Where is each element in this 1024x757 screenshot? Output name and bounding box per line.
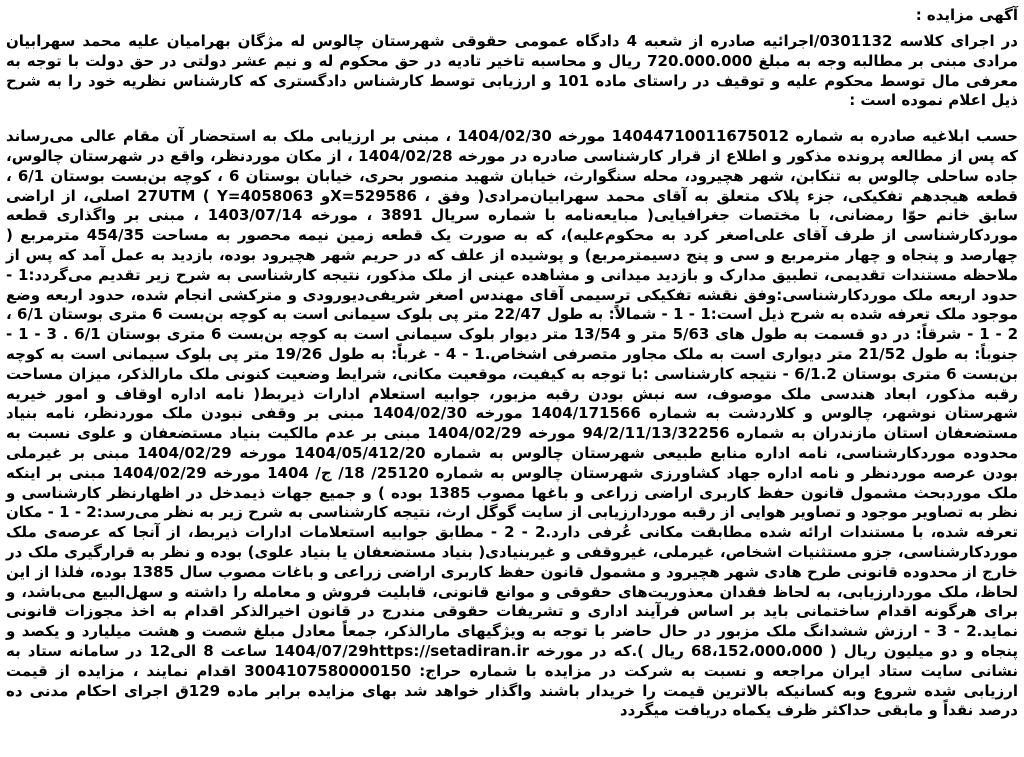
notice-title: آگهی مزایده : bbox=[915, 6, 1018, 24]
notice-intro-paragraph: در اجرای کلاسه 0301132/اجرائیه صادره از شعبه 4 دادگاه عمومی حقوقی شهرستان چالوس له مژگان بهرامیان علیه محمد سهرابیان مرادی مبنی بر مطالبه وجه به مبلغ 720.000.000 ریال و محاسبه تاخیر تادیه در حق محکوم له و نیم عشر دولتی در حق دولت با توجه به معرفی مال توسط محکوم علیه و توقیف در راستای ماده 101 و ارزیابی توسط کارشناس دادگستری که کارشناس نظریه خود را به شرح ذیل اعلام نموده است : bbox=[6, 32, 1019, 110]
notice-body-paragraph: حسب ابلاغیه صادره به شماره 14044710011675012 مورخه 1404/02/30 ، مبنی بر ارزیابی ملک به استحضار آن مقام عالی می‌رساند که پس از مطالعه پرونده مذکور و اطلاع از قرار کارشناسی صادره در مورخه 1404/02/28 ، از مکان موردنظر، واقع در شهرستان چالوس، جاده ساحلی چالوس به تنکابن، شهر هچیرود، محله سنگوارث، خیابان شهید منصور بحری، خیابان بوستان 6 ، کوچه بن‌بست بوستان 6/1 ، قطعه هیجدهم تفکیکی، جزء پلاک متعلق به آقای محمد سهرابیان‌مرادی( وفق ، X=529586و Y=4058063 ) 27UTM اصلی، از اراضی سابق خانم حوّا رمضانی، با مختصات جغرافیایی( مبایعه‌نامه با شماره سریال 3891 ، مورخه 1403/07/14 ، مبنی بر واگذاری قطعه موردکارشناسی از طرف آقای علی‌اصغر کرد به محکوم‌علیه)، که به صورت یک قطعه زمین نیمه محصور به مساحت 454/35 مترمربع ( چهارصد و پنجاه و چهار مترمربع و سی و پنج دسیمترمربع) و پوشیده از علف که در حریم شهر هچیرود بوده، بازدید به عمل آمد که پس از ملاحظه مستندات تقدیمی، تطبیق مدارک و بازدید میدانی و مشاهده عینی از ملک مذکور، نتیجه کارشناسی به شرح زیر تقدیم می‌گردد:1 - حدود اربعه ملک موردکارشناسی:وفق نقشه تفکیکی ترسیمی آقای مهندس اصغر شریفی‌دیورودی و مترکشی انجام شده، حدود اربعه وضع موجود ملک تعرفه شده به شرح ذیل است:1 - 1 - شمالاً: به طول 22/47 متر پی بلوک سیمانی است به کوچه بن‌بست 6 متری بوستان 6/1 ، 2 - 1 - شرقاً: در دو قسمت به طول های 5/63 متر و 13/54 متر دیوار بلوک سیمانی است به کوچه بن‌بست 6 متری بوستان 6/1 . 3 - 1 - جنوباً: به طول 21/52 متر دیواری است به ملک مجاور متصرفی اشخاص.1 - 4 - غرباً: به طول 19/26 متر پی بلوک سیمانی است به کوچه بن‌بست 6 متری بوستان 6/1.2 - نتیجه کارشناسی :با توجه به کیفیت، موقعیت مکانی، شرایط وضعیت کنونی ملک مارالذکر، میزان مساحت رقبه مذکور، ابعاد هندسی ملک موصوف، سه نبش بودن رقبه مزبور، جوابیه استعلام ادارات ذیربط( نامه اداره اوقاف و امور خیریه شهرستان نوشهر، چالوس و کلاردشت به شماره 1404/171566 مورخه 1404/02/30 مبنی بر وقفی نبودن ملک موردنظر، نامه بنیاد مستضعفان استان مازندران به شماره 94/2/11/13/32256 مورخه 1404/02/29 مبنی بر عدم مالکیت بنیاد مستضعفان و علوی نسبت به محدوده موردکارشناسی، نامه اداره منابع طبیعی شهرستان چالوس به شماره 1404/05/412/20 مورخه 1404/02/29 مبنی بر غیرملی بودن عرصه موردنظر و نامه اداره جهاد کشاورزی شهرستان چالوس به شماره 25120/ 18/ ج/ 1404 مورخه 1404/02/29 مبنی بر اینکه ملک موردبحث مشمول قانون حفظ کاربری اراضی زراعی و باغها مصوب 1385 بوده ) و جمیع جهات ذیمدخل در اظهارنظر کارشناسی و نظر به تصاویر موجود و تصاویر هوایی از رقبه موردارزیابی از سایت گوگل ارث، نتیجه کارشناسی به شرح زیر به نظر می‌رسد:2 - 1 - مکان تعرفه شده، با مستندات ارائه شده مطابقت مکانی عُرفی دارد.2 - 2 - مطابق جوابیه استعلامات ادارات ذیربط، از آنجا که عرصه‌ی ملک موردکارشناسی، جزو مستثنیات اشخاص، غیرملی، غیروقفی و غیربنیادی( بنیاد مستضعفان یا بنیاد علوی) بوده و نظر به قرارگیری ملک در خارج از محدوده قانونی طرح هادی شهر هچیرود و مشمول قانون حفظ کاربری اراضی زراعی و باغات مصوب سال 1385 بوده، فلذا از این لحاظ، ملک موردارزیابی، به لحاظ فقدان معذوریت‌های حقوقی و موانع قانونی، قابلیت فروش و معامله را داشته و سهل‌البیع می‌باشد، و برای هرگونه اقدام ساختمانی باید بر اساس فرآیند اداری و تشریفات حقوقی مندرج در قانون اخیرالذکر اقدام به اخذ مجوزات قانونی نماید.2 - 3 - ارزش ششدانگ ملک مزبور در حال حاضر با توجه به ویژگیهای مارالذکر، جمعاً معادل مبلغ شصت و هشت میلیارد و یکصد و پنجاه و دو میلیون ریال ( 68،152،000،000 ریال ).که در مورخه 1404/07/29https://setadiran.ir ساعت 8 الی12 در سامانه ستاد به نشانی سایت ستاد ایران مراجعه و نسبت به شرکت در مزایده با شماره حراج: 3004107580000150 اقدام نمایند ، مزایده از قیمت ارزیابی شده شروع وبه کسانیکه بالاترین قیمت را خریدار باشند واگذار خواهد شد بهای مزایده برابر ماده 129ق اجرای احکام مدنی ده درصد نقداً و مابقی حداکثر ظرف یکماه دریافت میگردد bbox=[6, 127, 1019, 720]
